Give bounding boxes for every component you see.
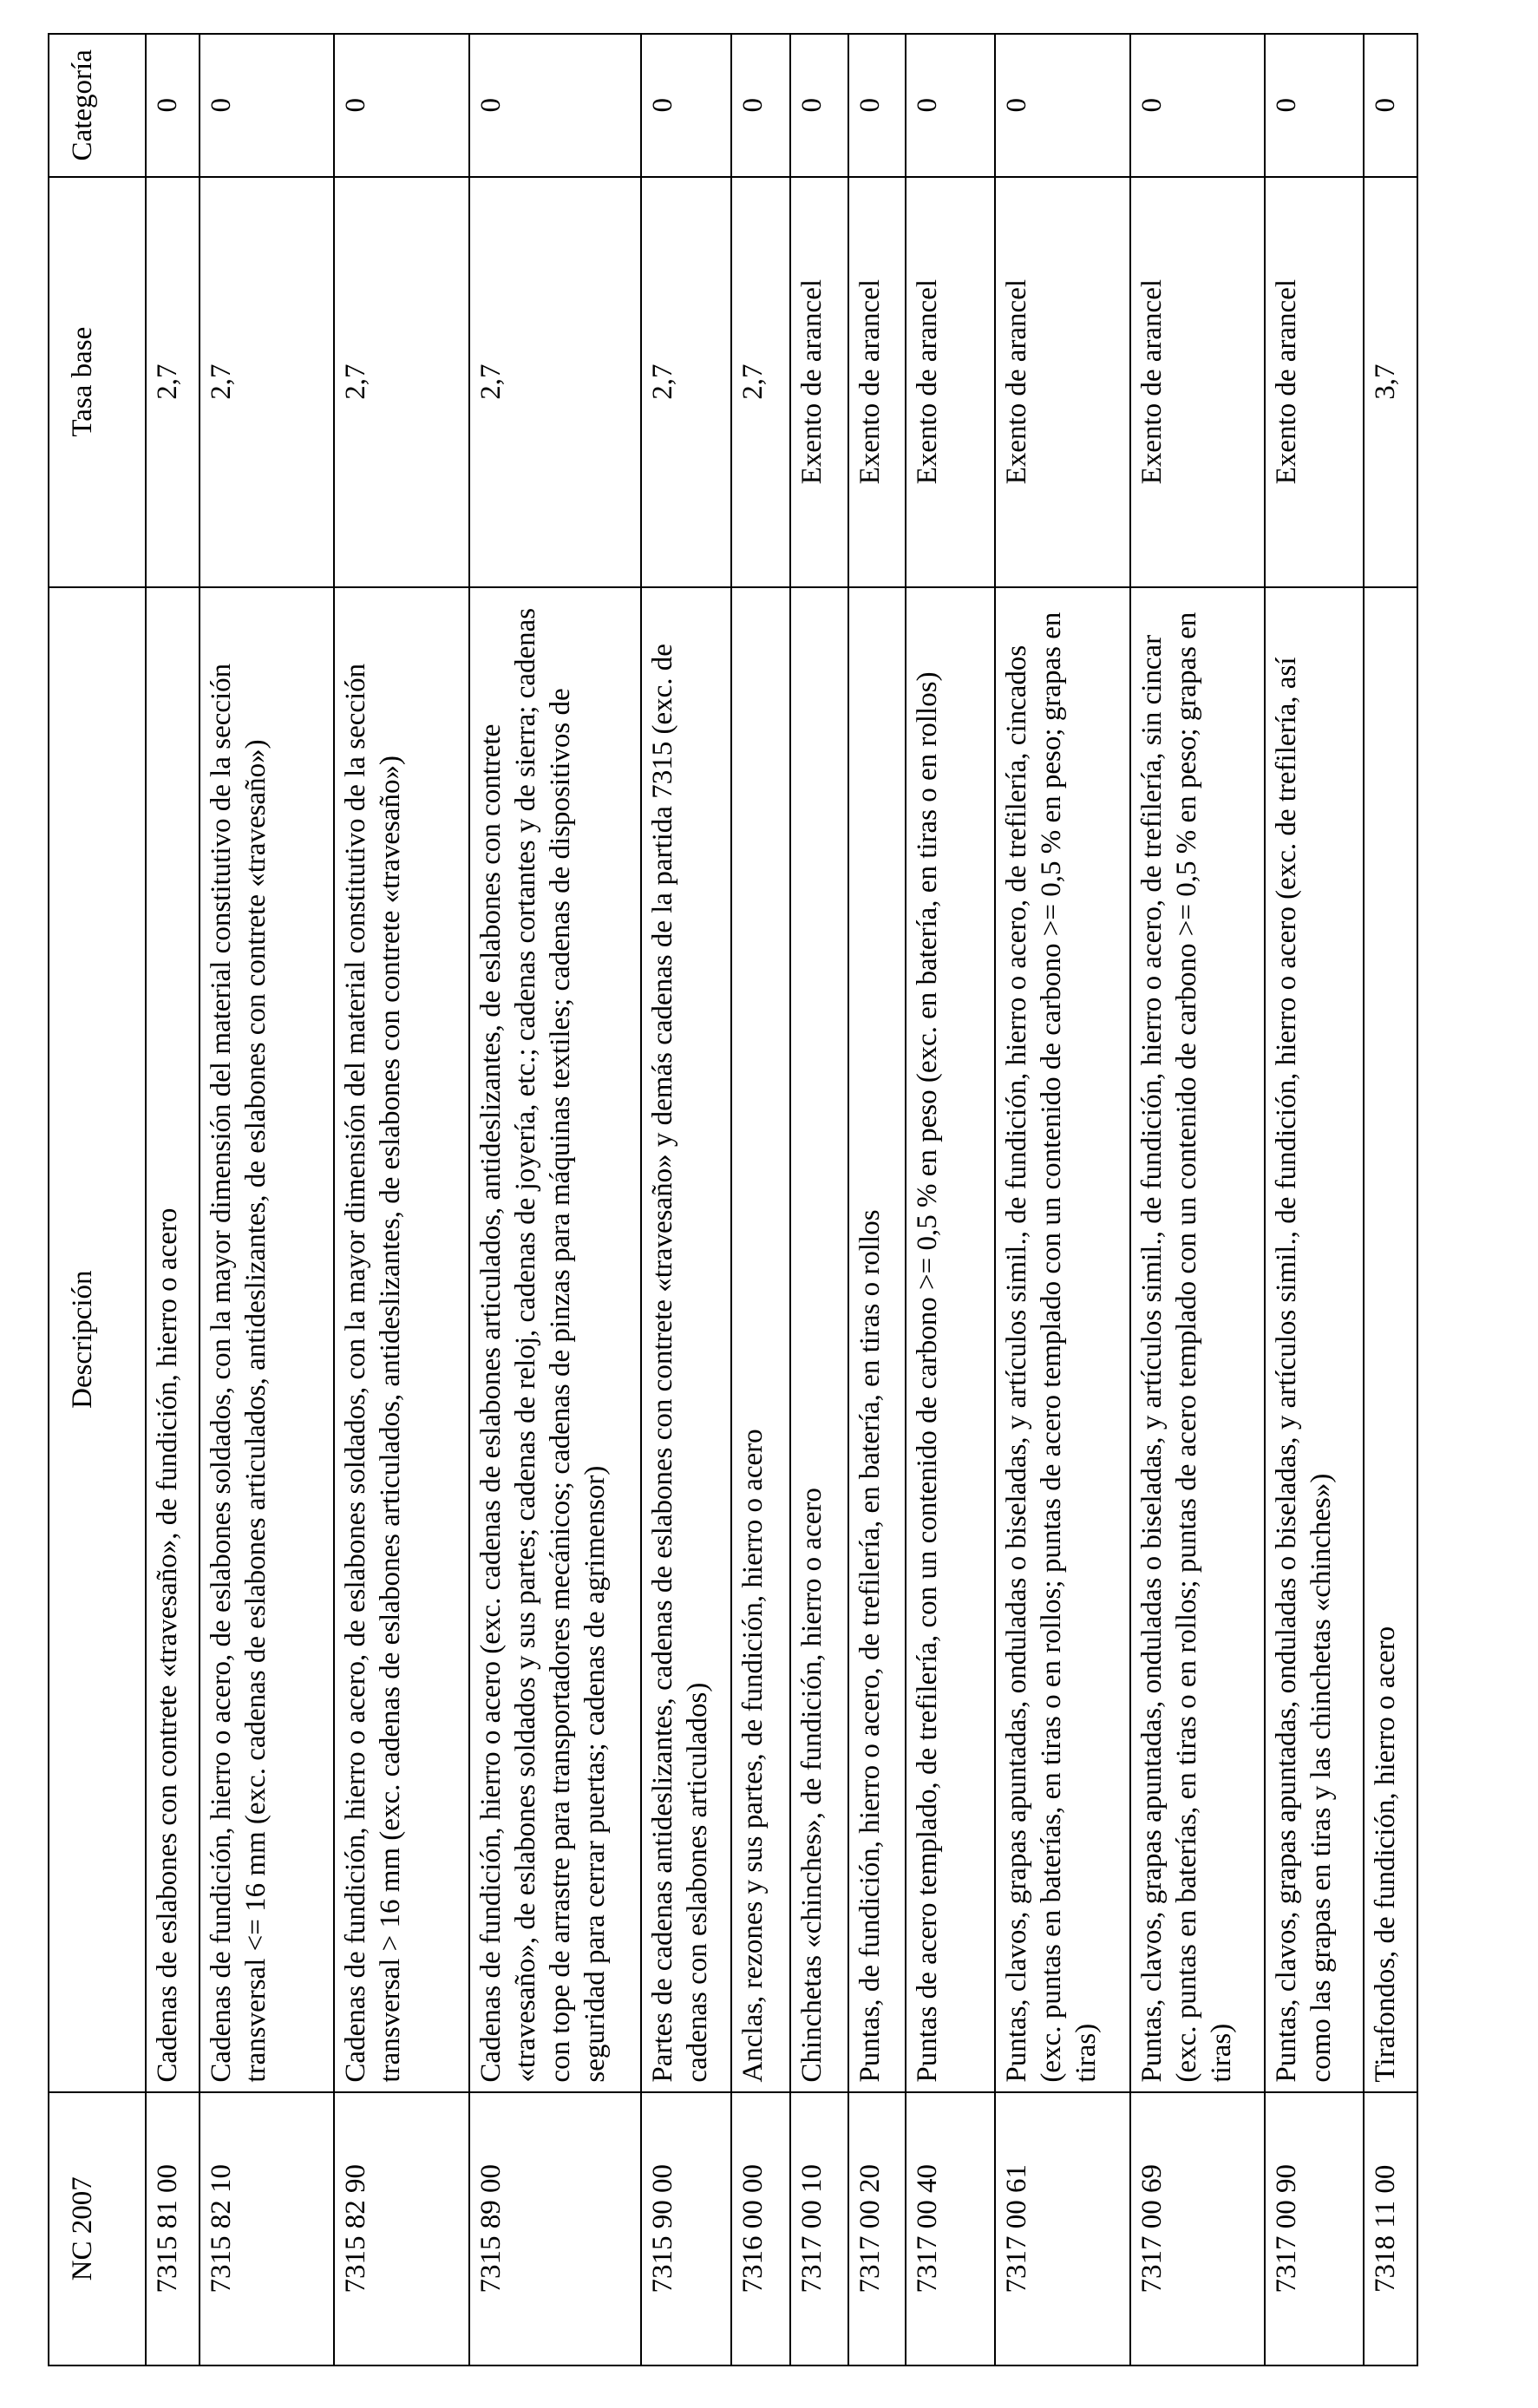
row-code: 7317 00 69: [1130, 2092, 1265, 2365]
tariff-table: [48, 33, 1418, 2366]
row-description: Puntas, de fundición, hierro o acero, de trefilería, en batería, en tiras o rollos: [848, 587, 906, 2092]
row-code: 7315 90 00: [641, 2092, 731, 2365]
row-category: 0: [1130, 34, 1265, 177]
row-rate: Exento de arancel: [848, 177, 906, 587]
row-category: 0: [469, 34, 642, 177]
row-rate: 2,7: [731, 177, 790, 587]
row-description: Puntas, clavos, grapas apuntadas, onduladas o biseladas, y artículos simil., de fundición, hierro o acero, de trefilería, sin cincar (exc. puntas en baterías, en tiras o en rollos; puntas de acero templado con un contenido de carbono >= 0,5 % en peso; grapas en tiras): [1130, 587, 1265, 2092]
table-row: [1364, 34, 1417, 2365]
table-row: [731, 34, 790, 2365]
header-code: NC 2007: [49, 2092, 146, 2365]
row-description: Chinchetas «chinches», de fundición, hierro o acero: [790, 587, 848, 2092]
row-description: Puntas de acero templado, de trefilería, con un contenido de carbono >= 0,5 % en peso (exc. en batería, en tiras o en rollos): [906, 587, 996, 2092]
row-rate: 2,7: [334, 177, 468, 587]
table-row: [848, 34, 906, 2365]
row-rate: 2,7: [200, 177, 334, 587]
header-description: Descripción: [49, 587, 146, 2092]
row-category: 0: [200, 34, 334, 177]
row-description: Puntas, clavos, grapas apuntadas, onduladas o biseladas, y artículos simil., de fundición, hierro o acero (exc. de trefilería, así como las grapas en tiras y las chinchetas «chinches»): [1265, 587, 1364, 2092]
row-category: 0: [848, 34, 906, 177]
row-category: 0: [790, 34, 848, 177]
row-category: 0: [334, 34, 468, 177]
table-row: [641, 34, 731, 2365]
table-row: [200, 34, 334, 2365]
table-row: [906, 34, 996, 2365]
row-code: 7315 89 00: [469, 2092, 642, 2365]
row-code: 7315 82 90: [334, 2092, 468, 2365]
row-rate: Exento de arancel: [906, 177, 996, 587]
row-rate: 2,7: [146, 177, 200, 587]
row-description: Tirafondos, de fundición, hierro o acero: [1364, 587, 1417, 2092]
row-code: 7315 81 00: [146, 2092, 200, 2365]
row-description: Partes de cadenas antideslizantes, cadenas de eslabones con contrete «travesaño» y demás cadenas de la partida 7315 (exc. de cadenas con eslabones articulados): [641, 587, 731, 2092]
table-header-row: [49, 34, 146, 2365]
row-code: 7317 00 90: [1265, 2092, 1364, 2365]
table-row: [1265, 34, 1364, 2365]
row-rate: 2,7: [469, 177, 642, 587]
row-code: 7317 00 20: [848, 2092, 906, 2365]
row-rate: Exento de arancel: [995, 177, 1129, 587]
row-category: 0: [731, 34, 790, 177]
row-code: 7316 00 00: [731, 2092, 790, 2365]
row-category: 0: [995, 34, 1129, 177]
row-rate: Exento de arancel: [1265, 177, 1364, 587]
row-code: 7317 00 40: [906, 2092, 996, 2365]
row-rate: Exento de arancel: [790, 177, 848, 587]
row-description: Cadenas de fundición, hierro o acero (exc. cadenas de eslabones articulados, antideslizantes, de eslabones con contrete «travesaño», de eslabones soldados y sus partes; cadenas de reloj, cadenas de joyería, etc.; cadenas cortantes y de sierra; cadenas con tope de arrastre para transportadores mecánicos; cadenas de pinzas para máquinas textiles; cadenas de dispositivos de seguridad para cerrar puertas; cadenas de agrimensor): [469, 587, 642, 2092]
table-row: [790, 34, 848, 2365]
row-code: 7317 00 61: [995, 2092, 1129, 2365]
row-category: 0: [1265, 34, 1364, 177]
table-row: [469, 34, 642, 2365]
row-rate: Exento de arancel: [1130, 177, 1265, 587]
row-description: Anclas, rezones y sus partes, de fundición, hierro o acero: [731, 587, 790, 2092]
header-rate: Tasa base: [49, 177, 146, 587]
row-description: Cadenas de fundición, hierro o acero, de eslabones soldados, con la mayor dimensión del material constitutivo de la sección transversal > 16 mm (exc. cadenas de eslabones articulados, antideslizantes, de eslabones con contrete «travesaño»): [334, 587, 468, 2092]
table-row: [334, 34, 468, 2365]
row-description: Cadenas de fundición, hierro o acero, de eslabones soldados, con la mayor dimensión del material constitutivo de la sección transversal <= 16 mm (exc. cadenas de eslabones articulados, antideslizantes, de eslabones con contrete «travesaño»): [200, 587, 334, 2092]
header-category: Categoría: [49, 34, 146, 177]
row-code: 7317 00 10: [790, 2092, 848, 2365]
row-code: 7315 82 10: [200, 2092, 334, 2365]
row-category: 0: [641, 34, 731, 177]
row-description: Puntas, clavos, grapas apuntadas, onduladas o biseladas, y artículos simil., de fundición, hierro o acero, de trefilería, cincados (exc. puntas en baterías, en tiras o en rollos; puntas de acero templado con un contenido de carbono >= 0,5 % en peso; grapas en tiras): [995, 587, 1129, 2092]
row-description: Cadenas de eslabones con contrete «travesaño», de fundición, hierro o acero: [146, 587, 200, 2092]
table-row: [146, 34, 200, 2365]
row-code: 7318 11 00: [1364, 2092, 1417, 2365]
table-row: [1130, 34, 1265, 2365]
table-row: [995, 34, 1129, 2365]
row-rate: 3,7: [1364, 177, 1417, 587]
row-category: 0: [1364, 34, 1417, 177]
row-rate: 2,7: [641, 177, 731, 587]
row-category: 0: [906, 34, 996, 177]
row-category: 0: [146, 34, 200, 177]
